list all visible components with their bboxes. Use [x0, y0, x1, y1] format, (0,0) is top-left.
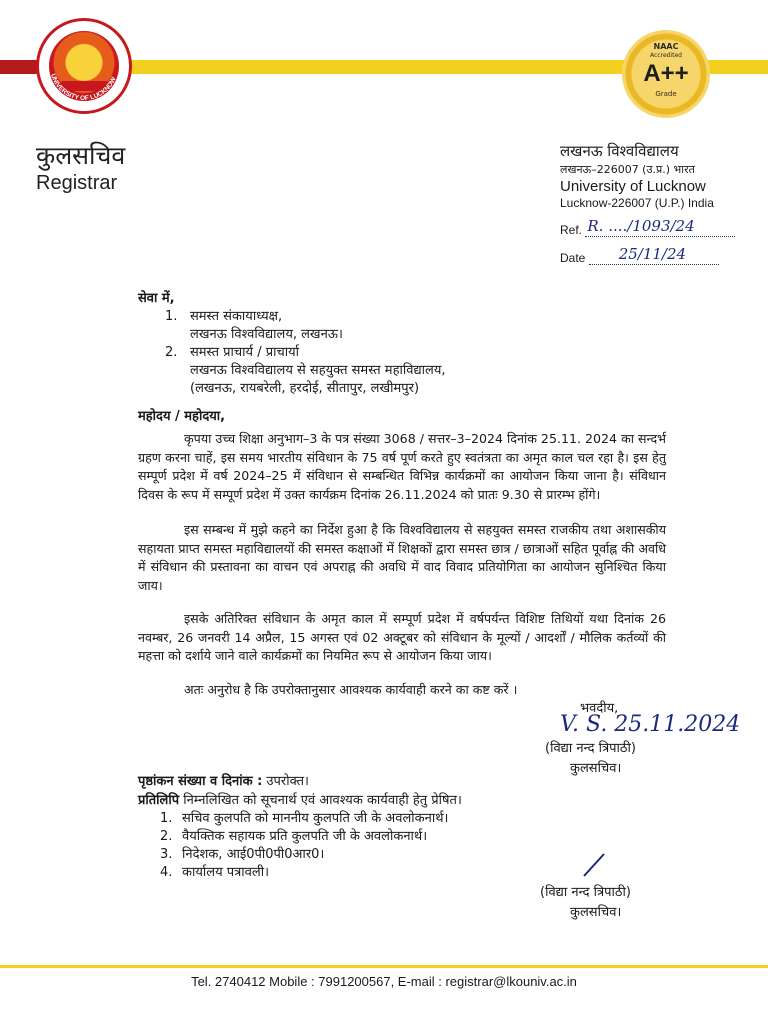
date-value: 25/11/24 [618, 245, 687, 263]
naac-line1: NAAC [653, 42, 679, 51]
copy-item-4-number: 4. [160, 865, 173, 880]
copy-item-2-text: वैयक्तिक सहायक प्रति कुलपति जी के अवलोकनार्थ। [182, 829, 428, 844]
recipient-1-line2: लखनऊ विश्वविद्यालय, लखनऊ। [190, 327, 343, 342]
naac-badge [622, 30, 710, 118]
endorsement-signer-name: (विद्या नन्द त्रिपाठी) [540, 885, 631, 900]
signature: V. S. 25.11.2024 [560, 712, 741, 737]
svg-text:UNIVERSITY OF LUCKNOW [49, 73, 118, 102]
copy-label: प्रतिलिपि [138, 793, 180, 808]
recipient-1-number: 1. [165, 309, 178, 324]
naac-grade: A++ [643, 60, 689, 87]
ref-label: Ref. [560, 223, 583, 237]
copy-item-3-number: 3. [160, 847, 173, 862]
recipient-2-line1: समस्त प्राचार्य / प्राचार्या [190, 345, 300, 360]
recipient-2-line3: (लखनऊ, रायबरेली, हरदोई, सीतापुर, लखीमपुर) [190, 381, 420, 396]
signer-title: कुलसचिव। [570, 761, 622, 776]
closing: भवदीय, [580, 701, 619, 716]
copy-text: निम्नलिखित को सूचनार्थ एवं आवश्यक कार्यवाही हेतु प्रेषित। [183, 793, 462, 808]
university-address [560, 141, 760, 210]
date-line [560, 245, 719, 265]
naac-line2: Accredited [650, 52, 682, 59]
copy-item-3-text: निदेशक, आई0पी0पी0आर0। [182, 847, 325, 862]
paragraph-2: इस सम्बन्ध में मुझे कहने का निर्देश हुआ है कि विश्वविद्यालय से सहयुक्त समस्त राजकीय तथा अशासकीय सहायता प्राप्त समस्त महाविद्यालयों की समस्त कक्षाओं में शिक्षकों द्वारा समस्त छात्र / छात्राओं सहित पूर्वाह्न की अवधि में संविधान की प्रस्तावना का वाचन एवं अपराह्न की अवधि में वाद विवाद प्रतियोगिता का आयोजन सुनिश्चित किया जाय। [138, 522, 666, 593]
endorsement-label: पृष्ठांकन संख्या व दिनांक : [138, 774, 263, 789]
ref-line [560, 217, 735, 237]
copy-item-2-number: 2. [160, 829, 173, 844]
recipient-2-line2: लखनऊ विश्वविद्यालय से सहयुक्त समस्त महाविद्यालय, [190, 363, 446, 378]
signer-name: (विद्या नन्द त्रिपाठी) [545, 741, 636, 756]
endorsement-signature-mark [580, 850, 610, 880]
date-label: Date [560, 251, 586, 265]
recipient-2-number: 2. [165, 345, 178, 360]
copy-item-1-number: 1. [160, 811, 173, 826]
endorsement-line [138, 773, 309, 791]
logo-text: UNIVERSITY OF LUCKNOW [49, 72, 118, 103]
copy-item-4-text: कार्यालय पत्रावली। [182, 865, 270, 880]
paragraph-1: कृपया उच्च शिक्षा अनुभाग–3 के पत्र संख्या 3068 / सत्तर–3–2024 दिनांक 25.11. 2024 का सन्दर्भ ग्रहण करना चाहें, इस समय भारतीय संविधान के 75 वर्ष पूर्ण करते हुए स्वतंत्रता का अमृत काल चल रहा है। इस हेतु सम्पूर्ण प्रदेश में वर्ष 2024–25 में संविधान से सम्बन्धित विभिन्न कार्यक्रमों का आयोजन किया जाना है। संविधान दिवस के रूप में सम्पूर्ण प्रदेश में उक्त कार्यक्रम दिनांक 26.11.2024 को प्रातः 9.30 से प्रारम्भ होंगे। [138, 431, 666, 502]
address-english: Lucknow-226007 (U.P.) India [560, 196, 714, 210]
naac-line3: Grade [655, 90, 677, 98]
address-hindi: लखनऊ–226007 (उ.प्र.) भारत [560, 163, 695, 176]
title-hindi: कुलसचिव [36, 141, 126, 170]
paragraph-3: इसके अतिरिक्त संविधान के अमृत काल में सम्पूर्ण प्रदेश में वर्षपर्यन्त विशिष्ट तिथियों यथा दिनांक 26 नवम्बर, 26 जनवरी 14 अप्रैल, 15 अगस्त एवं 02 अक्टूबर को संविधान के मूल्यों / आदर्शों / मौलिक कर्तव्यों की महत्ता को दर्शाये जाने वाले कार्यक्रमों का नियमित रूप से आयोजन किया जाय। [138, 611, 666, 663]
copy-item-1-text: सचिव कुलपति को माननीय कुलपति जी के अवलोकनार्थ। [182, 811, 449, 826]
salutation: सेवा में, [138, 291, 175, 306]
copy-line [138, 792, 462, 810]
ref-value: R. ..../1093/24 [587, 217, 695, 235]
footer-divider [0, 965, 768, 968]
greeting: महोदय / महोदया, [138, 409, 226, 424]
paragraph-4: अतः अनुरोध है कि उपरोक्तानुसार आवश्यक कार्यवाही करने का कष्ट करें । [184, 682, 518, 697]
title-english: Registrar [36, 172, 118, 194]
footer-contact: Tel. 2740412 Mobile : 7991200567, E-mail : registrar@lkouniv.ac.in [191, 974, 577, 989]
endorsement-signer-title: कुलसचिव। [570, 905, 622, 920]
recipient-1-line1: समस्त संकायाध्यक्ष, [190, 309, 283, 324]
endorsement-value: उपरोक्त। [266, 774, 309, 789]
logo-text-ring [36, 18, 132, 114]
univ-name-english: University of Lucknow [560, 178, 706, 195]
univ-name-hindi: लखनऊ विश्वविद्यालय [560, 142, 679, 160]
